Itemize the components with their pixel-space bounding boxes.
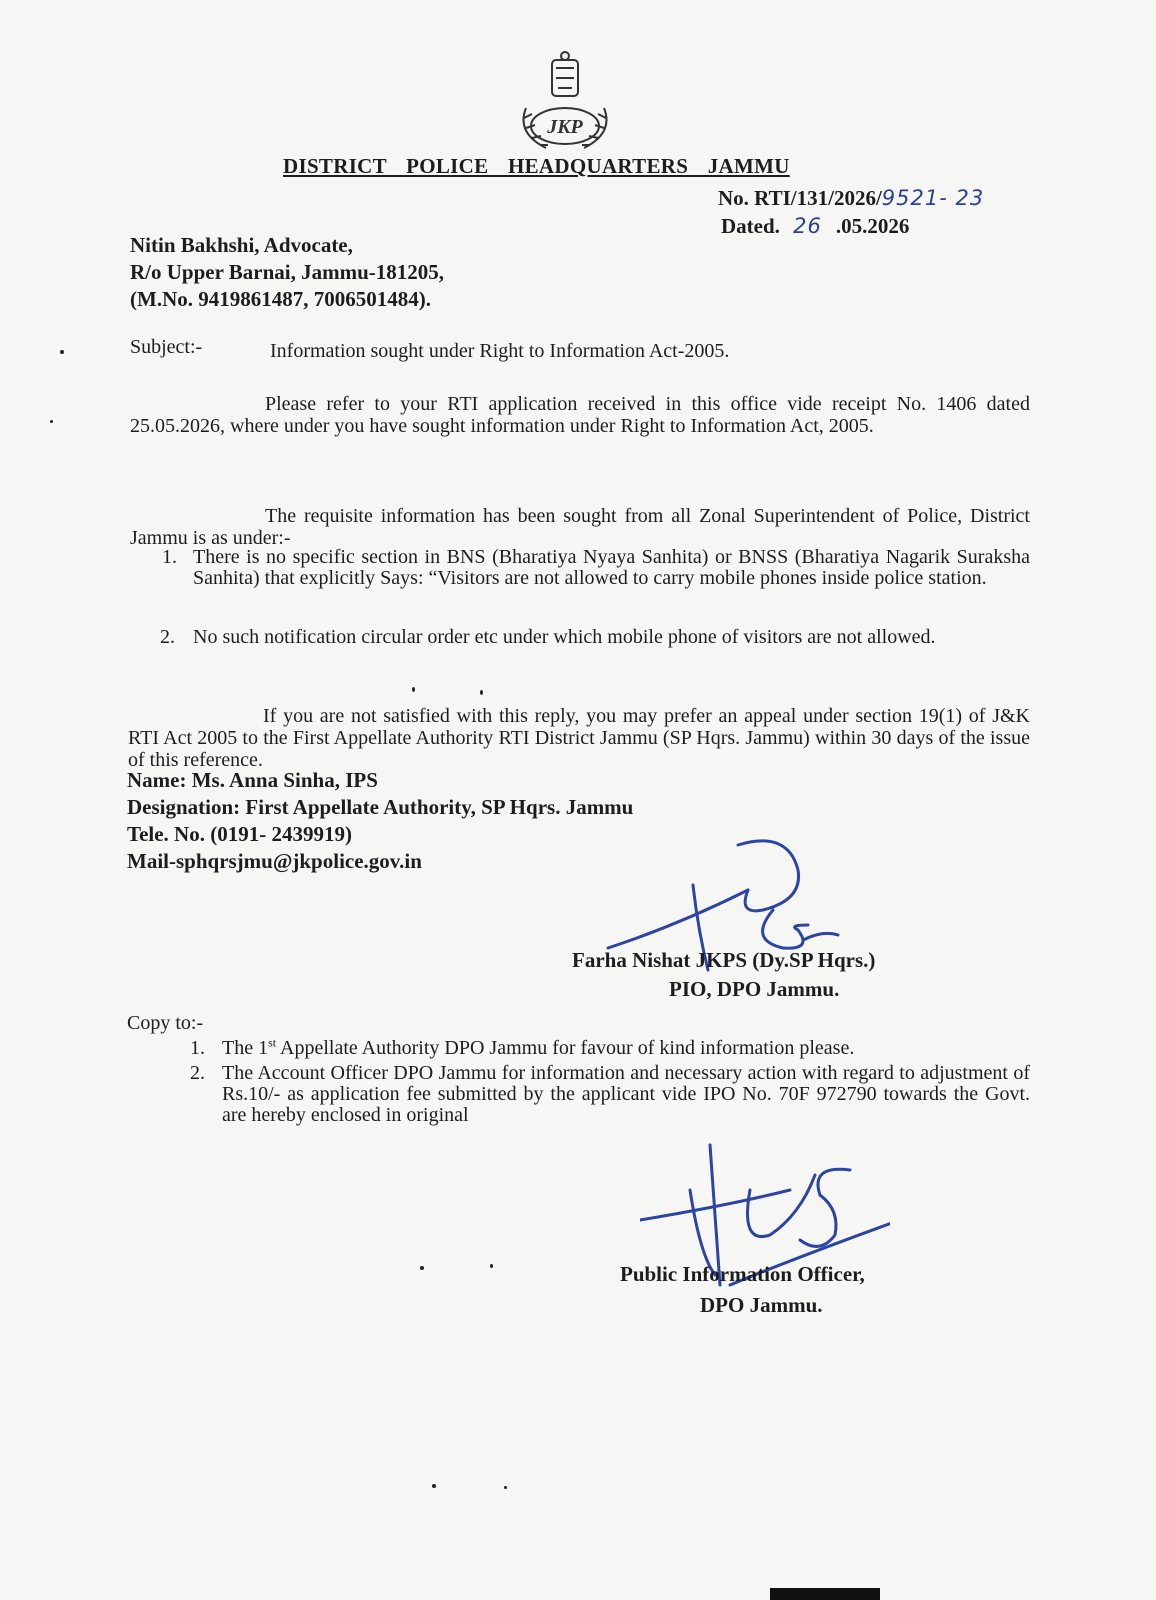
body-paragraph-2: The requisite information has been sought from all Zonal Superintendent of Police, District Jammu is as under:- <box>130 505 1030 549</box>
copy-item-number: 2. <box>190 1062 205 1084</box>
signatory-1-designation: PIO, DPO Jammu. <box>669 977 840 1001</box>
paper-speck <box>412 687 415 692</box>
copy-item-text: The Account Officer DPO Jammu for information and necessary action with regard to adjustment of Rs.10/- as application fee submitted by the applicant vide IPO No. 70F 972790 towards the Govt. are hereby enclosed in original <box>222 1062 1030 1126</box>
copy-item-number: 1. <box>190 1037 205 1059</box>
point-number: 2. <box>160 626 175 648</box>
recipient-line-1: Nitin Bakhshi, Advocate, <box>130 233 353 257</box>
reference-number <box>718 186 984 211</box>
page-title: DISTRICT POLICE HEADQUARTERS JAMMU <box>283 154 790 178</box>
appellate-designation: Designation: First Appellate Authority, SP Hqrs. Jammu <box>127 795 634 819</box>
reference-number-handwritten: 9521- 23 <box>881 186 985 210</box>
appellate-email: Mail-sphqrsjmu@jkpolice.gov.in <box>127 849 422 873</box>
paper-speck <box>60 350 64 354</box>
paper-speck <box>432 1484 436 1488</box>
subject-label: Subject:- <box>130 336 203 358</box>
dated-day-handwritten: 26 <box>793 214 822 238</box>
paper-speck <box>50 420 53 423</box>
reference-number-printed: No. RTI/131/2026/ <box>718 186 882 210</box>
copy-item-text: The 1st Appellate Authority DPO Jammu for favour of kind information please. <box>222 1035 855 1059</box>
paper-speck <box>490 1264 493 1268</box>
dated-line <box>721 214 909 239</box>
subject-text: Information sought under Right to Information Act-2005. <box>270 340 730 362</box>
signatory-2-designation: Public Information Officer, <box>620 1262 865 1286</box>
recipient-line-2: R/o Upper Barnai, Jammu-181205, <box>130 260 445 284</box>
police-emblem-icon <box>506 48 624 158</box>
dated-rest: .05.2026 <box>835 214 910 238</box>
emblem-text: JKP <box>547 116 583 138</box>
paper-speck <box>480 690 483 695</box>
appellate-telephone: Tele. No. (0191- 2439919) <box>127 822 352 846</box>
copy-to-label: Copy to:- <box>127 1012 204 1034</box>
recipient-line-3: (M.No. 9419861487, 7006501484). <box>130 287 431 311</box>
paper-speck <box>504 1486 507 1489</box>
point-text: There is no specific section in BNS (Bharatiya Nyaya Sanhita) or BNSS (Bharatiya Nagarik Suraksha Sanhita) that explicitly Says: “Visitors are not allowed to carry mobile phones inside police station. <box>193 546 1030 589</box>
dated-label: Dated. <box>721 214 780 238</box>
signatory-1-name: Farha Nishat JKPS (Dy.SP Hqrs.) <box>572 948 876 972</box>
body-paragraph-3: If you are not satisfied with this reply, you may prefer an appeal under section 19(1) of J&K RTI Act 2005 to the First Appellate Authority RTI District Jammu (SP Hqrs. Jammu) within 30 days of the issue of this reference. <box>128 705 1030 771</box>
point-number: 1. <box>162 546 177 568</box>
signatory-2-office: DPO Jammu. <box>700 1293 823 1317</box>
paper-speck <box>420 1266 424 1270</box>
scan-edge-mark <box>770 1588 880 1600</box>
point-text: No such notification circular order etc under which mobile phone of visitors are not allowed. <box>193 626 936 648</box>
appellate-authority-details <box>127 767 633 875</box>
body-paragraph-1: Please refer to your RTI application received in this office vide receipt No. 1406 dated 25.05.2026, where under you have sought information under Right to Information Act, 2005. <box>130 393 1030 437</box>
recipient-address <box>130 232 444 313</box>
appellate-name: Name: Ms. Anna Sinha, IPS <box>127 768 378 792</box>
